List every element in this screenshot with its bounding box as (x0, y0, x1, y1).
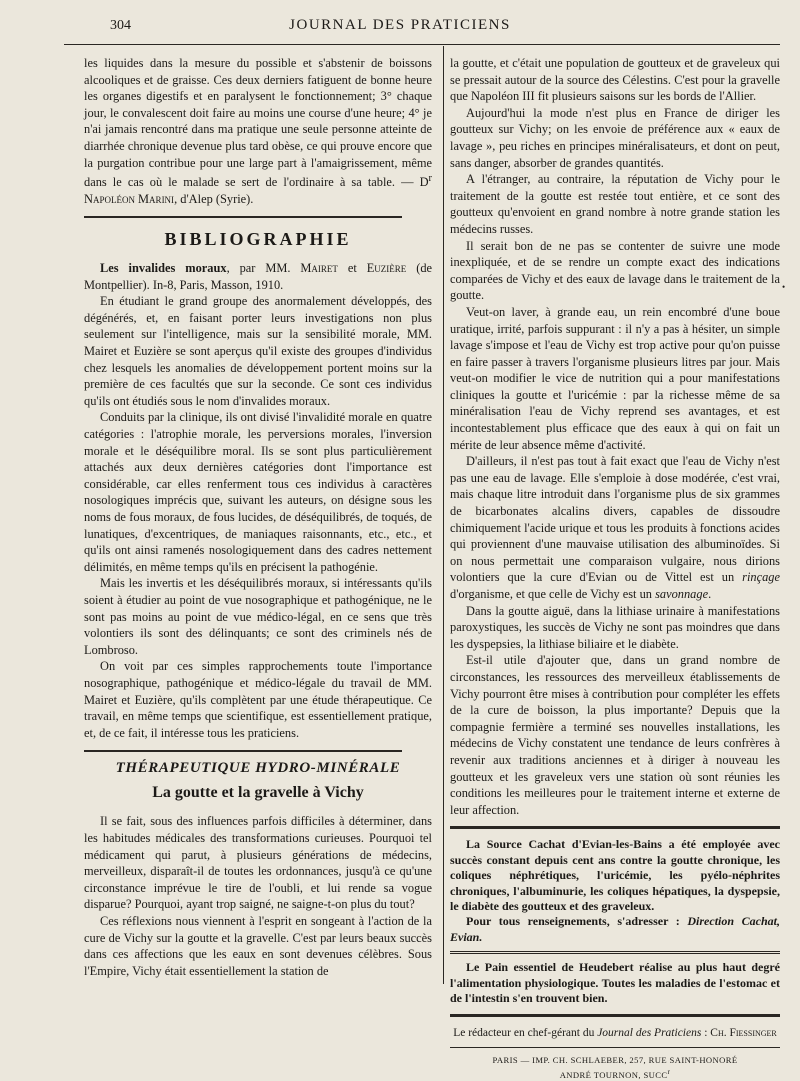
cachat-notice-body: La Source Cachat d'Evian-les-Bains a été employée avec succès constant depuis cent ans contre la goutte chronique, les coliques néphrétiques, l'uricémie, les pyélo-néphrites chroniques, l'albuminurie, les coliques hépatiques, la dyspepsie, le diabète des goutteux et des graveleux. (450, 837, 780, 913)
article-paragraph: Il se fait, sous des influences parfois difficiles à déterminer, dans les habitudes médicales des transformations curieuses. Pourquoi tel médicament qui parut, à plusieurs générations de médecins, merveilleux, disparaît-il de toutes les ordonnances, jusqu'à ce qu'une circonstance imprévue le tire de l'oubli, et lui rende sa vogue disparue? Pourquoi, ayant trop saigné, ne saigne-t-on plus du tout? (84, 814, 432, 912)
printer-imprint: PARIS — IMP. CH. SCHLAEBER, 257, RUE SAINT-HONORÉ ANDRÉ TOURNON, SUCC$^r$ (492, 1054, 738, 1080)
bibliographie-heading: BIBLIOGRAPHIE (164, 229, 352, 250)
page-header (0, 0, 800, 44)
intro-paragraph: les liquides dans la mesure du possible et s'abstenir de boissons alcooliques et de graisse. Ces deux derniers fatiguent de bonne heure les organes digestifs et en paralysent le fonctionnement; 3° chaque jour, le convalescent doit faire au moins une course d'une heure; 4° je n'ai jamais rencontré dans ma pratique une seule personne atteinte de diarrhée chronique devenue plus tard obèse, ce qui prouve encore que la purgation contribue pour une large part à l'amaigrissement, même dans le cas où le malade se sert de l'ordinaire à sa table. — $D^r$ Napoléon Marini, d'Alep (Syrie). (84, 56, 432, 206)
bib-paragraph: Mais les invertis et les déséquilibrés moraux, si intéressants qu'ils soient à étudier au point de vue nosographique et pathogénique, ne le sont pas moins au point de vue médico-légal, en ce sens que très volontiers ils sont des délinquants; ce sont des criminels nés de Lombroso. (84, 576, 432, 657)
article-paragraph: Veut-on laver, à grande eau, un rein encombré d'une boue uratique, irrité, parfois suppurant : il n'y a pas à hésiter, un simple lavage s'impose et l'eau de Vichy est trop active pour qu'on puisse en faire passer à travers l'organisme plusieurs litres par jour. Mais veut-on modifier le vice de nutrition qui a pour manifestations cliniques la goutte et l'uricémie : par la richesse même de sa minéralisation l'eau de Vichy reprend ses avantages, et est incontestablement plus efficace que des eaux à qui on fait un mérite de leur absence même d'activité. (450, 304, 780, 452)
bib-paragraph: En étudiant le grand groupe des anormalement développés, des dégénérés, et, en faisant porter leurs investigations non plus seulement sur l'intelligence, mais sur la sensibilité morale, MM. Mairet et Euzière se sont aperçus qu'il existe des groupes d'individus chez lesquels les anomalies de développement portent moins sur la première de ces facultés que sur la seconde. Ce sont ces individus qu'ils ont étudiés sous le nom d'invalides moraux. (84, 294, 432, 408)
section-separator (84, 750, 402, 752)
heudebert-notice: Le Pain essentiel de Heudebert réalise au plus haut degré l'alimentation physiologique. Toutes les maladies de l'estomac et de l'intestin s'en trouvent bien. (450, 960, 781, 1005)
margin-mark: • (782, 282, 786, 292)
article-paragraph: Il serait bon de ne pas se contenter de suivre une mode inexpliquée, et de se rendre un compte exact des indications comparées de Vichy et des eaux de lavage dans le traitement de la goutte. (450, 238, 780, 303)
left-column (84, 55, 432, 979)
author-signature: Napoléon Marini (84, 191, 175, 206)
notice-rule (450, 1014, 780, 1017)
header-rule (64, 44, 780, 45)
article-paragraph: D'ailleurs, il n'est pas tout à fait exact que l'eau de Vichy n'est pas une eau de lavage. Elle s'emploie à dose modérée, c'est vrai, mais chaque litre introduit dans l'organisme plus de six grammes de bicarbonates alcalins divers, capables de dissoudre chimiquement l'acide urique et tous les produits à fonctions acides qui proviennent d'une mauvaise utilisation des albuminoïdes. Si on nous permettait une comparaison vulgaire, nous dirions volontiers que la cure d'Evian ou de Vittel est un rinçage d'organisme, et que celle de Vichy est un savonnage. (450, 454, 780, 601)
notice-rule (450, 826, 780, 829)
column-divider (443, 46, 444, 984)
editor-line: Le rédacteur en chef-gérant du Journal des Praticiens : Ch. Fiessinger (453, 1027, 777, 1040)
heudebert-notice-lead: Le Pain essentiel de Heudebert (466, 960, 634, 975)
book-title: Les invalides moraux (100, 261, 227, 276)
notice-rule (450, 951, 780, 954)
running-head: JOURNAL DES PRATICIENS (289, 17, 511, 33)
article-title: La goutte et la gravelle à Vichy (152, 783, 364, 801)
footer-rule (450, 1047, 780, 1048)
cachat-notice (450, 837, 780, 945)
book-citation: Les invalides moraux, par MM. Mairet et Euzière (de Montpellier). In-8, Paris, Masson, 1910. (84, 261, 433, 292)
bib-paragraph: On voit par ces simples rapprochements toute l'importance nosographique, pathogénique et médico-légale du travail de MM. Mairet et Euzière, qu'ils complètent par une étude thérapeutique. Ce travail, en même temps que scientifique, est essentiellement pratique, et, de ce fait, il intéresse tous les praticiens. (84, 659, 432, 740)
article-paragraph: Dans la goutte aiguë, dans la lithiase urinaire à manifestations paroxystiques, les succès de Vichy ne sont pas moindres que dans les dyspepsies, la lithiase biliaire et le diabète. (450, 603, 780, 651)
article-paragraph: A l'étranger, au contraire, la réputation de Vichy pour le traitement de la goutte est restée tout entière, et ce sont des goutteux qu'envoient en grand nombre à notre grande station les médecins russes. (450, 172, 780, 236)
cachat-contact: Pour tous renseignements, s'adresser : Direction Cachat, Evian. (450, 914, 780, 944)
article-paragraph: la goutte, et c'était une population de goutteux et de graveleux qui se pressait autour de la source des Célestins. C'est pour la gravelle que Napoléon III fit plusieurs saisons sur les bords de l'Allier. (450, 56, 780, 104)
bib-paragraph: Conduits par la clinique, ils ont divisé l'invalidité morale en quatre catégories : l'atrophie morale, les perversions morales, l'inversion morale et le déséquilibre moral. Ils se sont plus particulièrement attachés aux deux dernières catégories dont l'importance est considérable, car elles renferment tous ces individus à caractères nosologiques imprécis que, suivant les auteurs, on désigne sous les noms de fous moraux, de fous lucides, de déséquilibrés, de toqués, de lunatiques, d'excentriques, de maniaques raisonnants, etc., etc., et qu'ils ont ainsi ramenés nosologiquement dans des cadres nettement délimités, en même temps qu'ils en précisent la pathogénie. (84, 410, 432, 574)
article-paragraph: Aujourd'hui la mode n'est plus en France de diriger les goutteux sur Vichy; on les envoie de préférence aux « eaux de lavage », peu riches en principes minéralisateurs, et dont on peut, sans danger, absorber de grandes quantités. (450, 105, 780, 170)
article-paragraph: Est-il utile d'ajouter que, dans un grand nombre de circonstances, les ressources des merveilleux établissements de Vichy pourront être mises à contribution pour compléter les effets de la cure de boisson, la plus importante? Depuis que la compagnie fermière a terminé ses nouvelles installations, les médecins de Vichy constatent une tendance de leurs confrères à revenir aux traditions anciennes et à diriger à nouveau les goutteux et les graveleux vers une station où sont réunies les conditions les meilleures pour le traitement interne et externe de leur affection. (450, 653, 780, 817)
article-paragraph: Ces réflexions nous viennent à l'esprit en songeant à l'action de la cure de Vichy sur la goutte et la gravelle. C'est par leurs beaux succès dans ces affections que les eaux en sont devenues célèbres. Sous l'Empire, Vichy était essentiellement la station de (84, 914, 432, 978)
section-separator (84, 216, 402, 218)
page-number: 304 (110, 18, 131, 33)
cachat-notice-lead: La Source Cachat d'Evian-les-Bains (466, 837, 662, 852)
therapeutique-heading: THÉRAPEUTIQUE HYDRO-MINÉRALE (115, 760, 401, 777)
right-column (450, 55, 780, 1081)
